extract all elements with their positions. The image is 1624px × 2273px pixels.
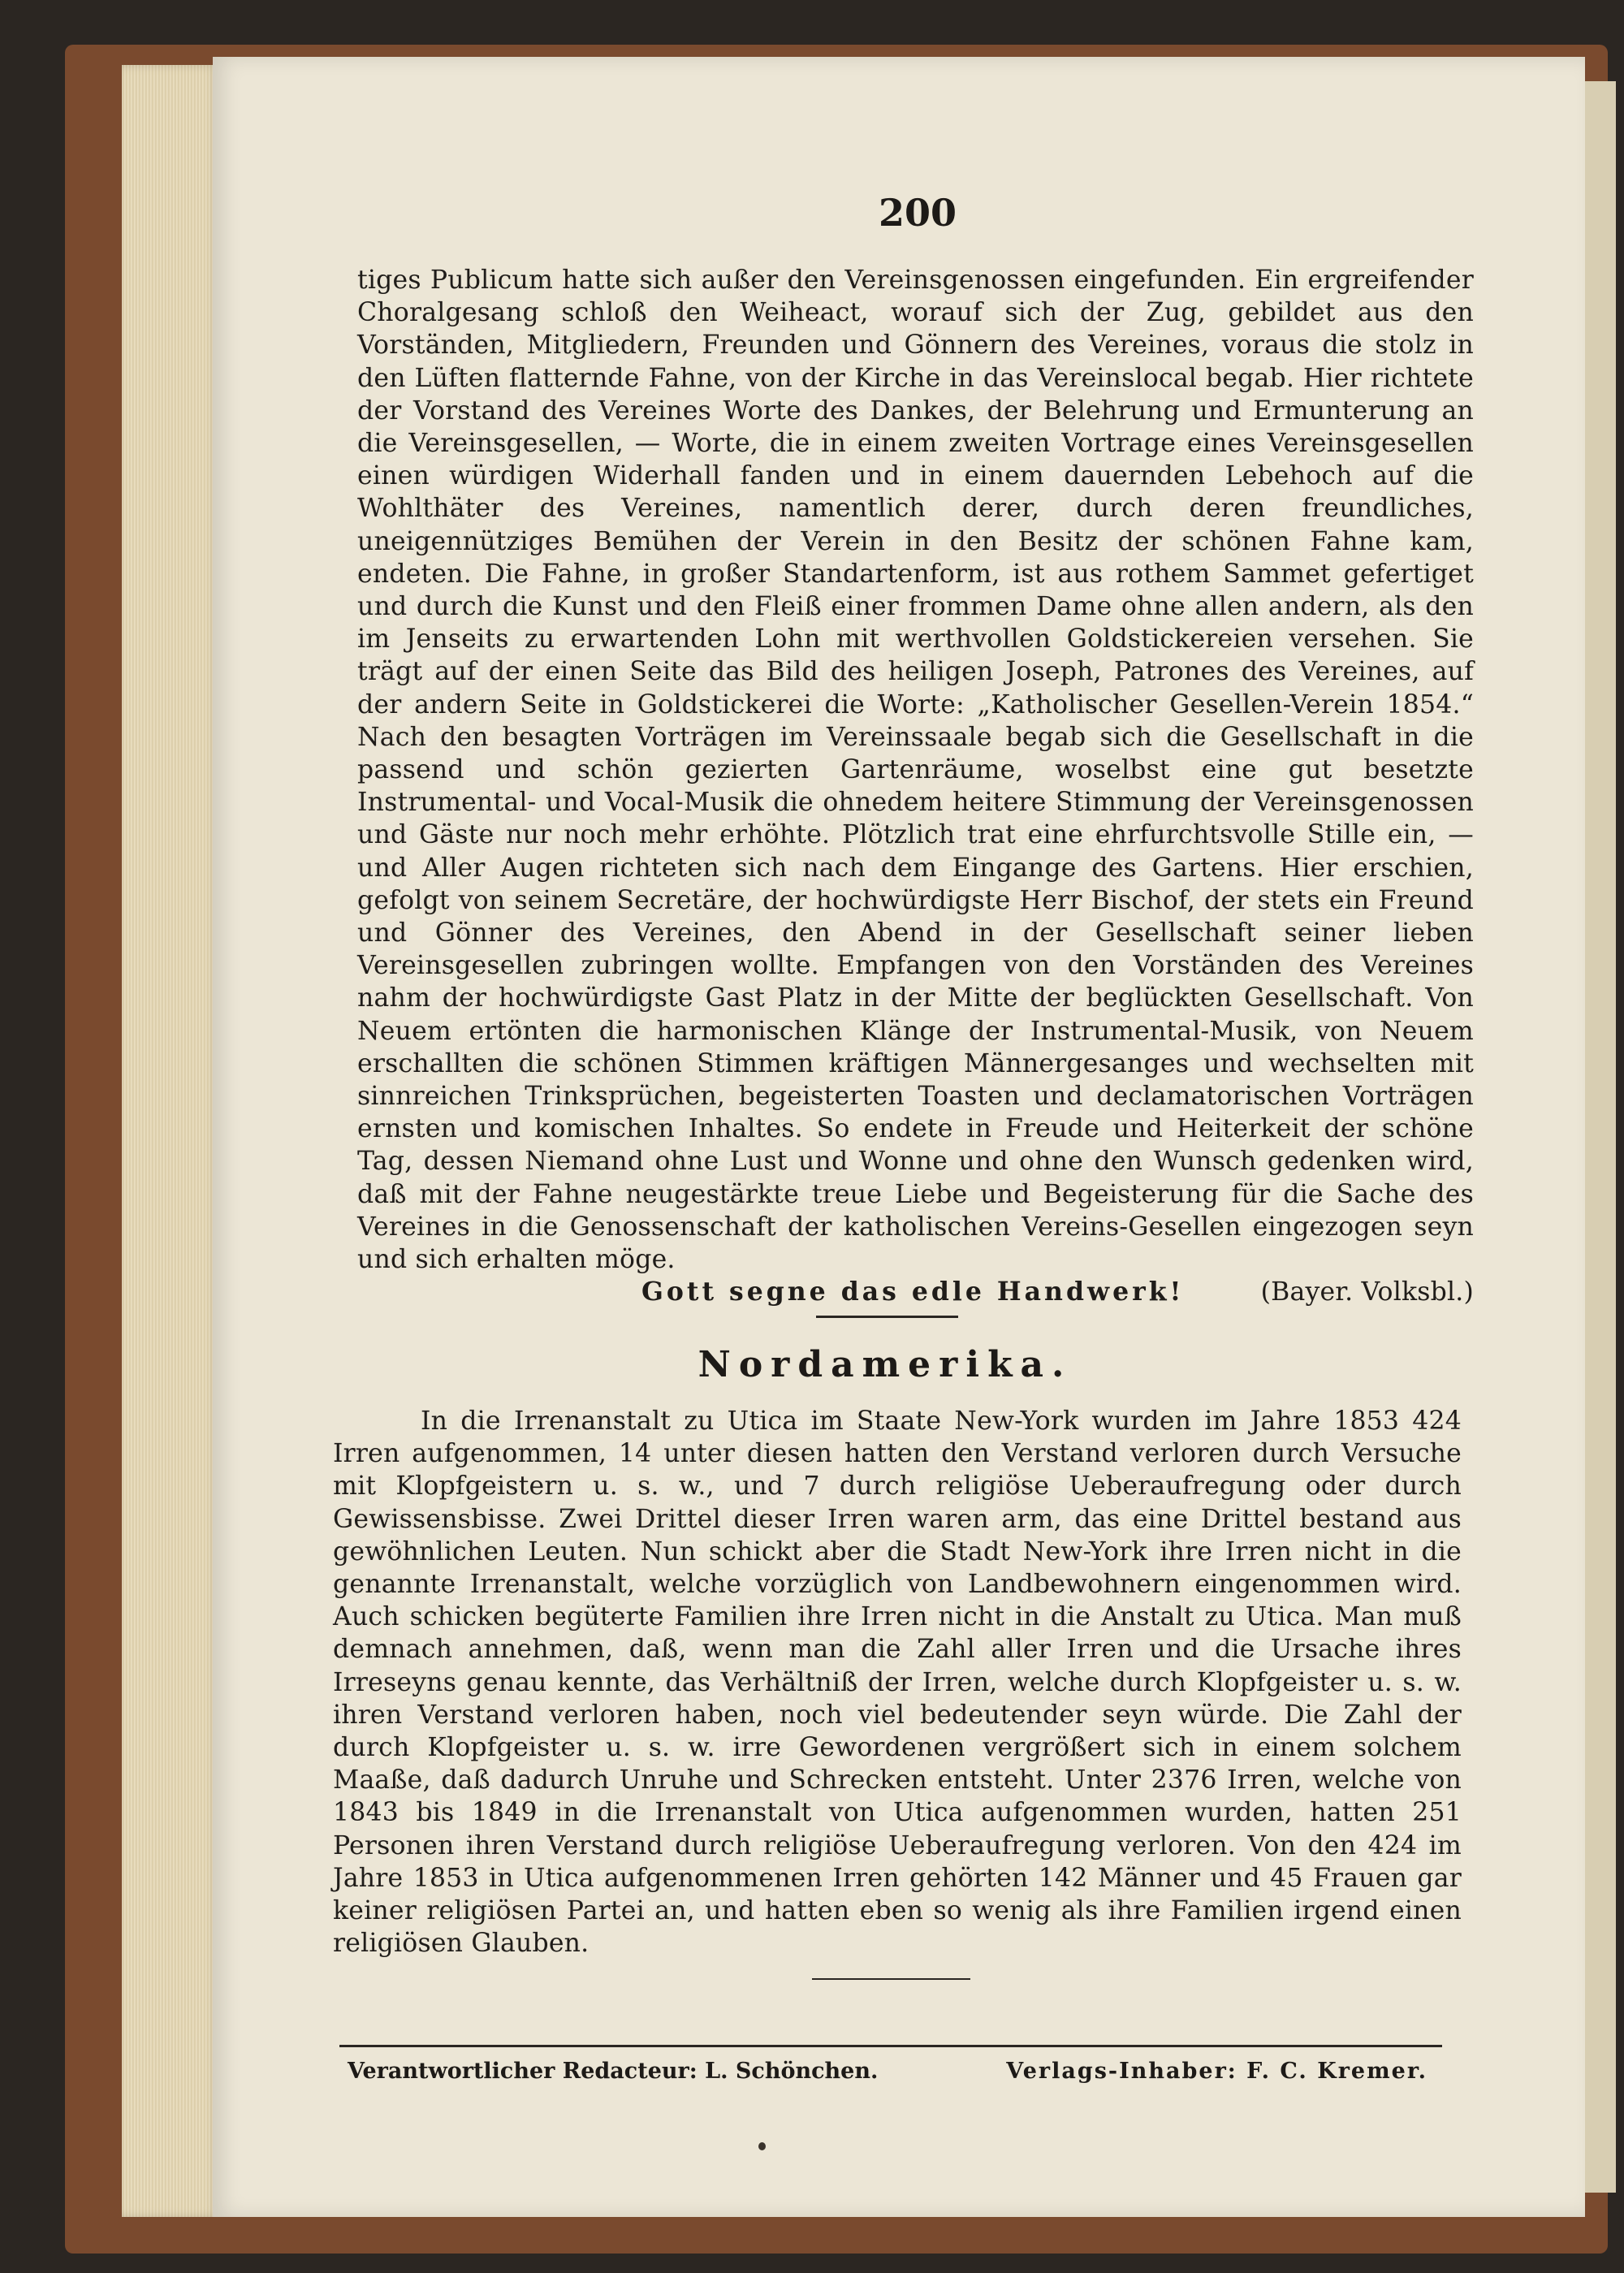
- article-vereinsfahne: [357, 264, 1474, 1309]
- publisher-imprint: Verlags-Inhaber: F. C. Kremer.: [1006, 2059, 1427, 2084]
- article-body: tiges Publicum hatte sich außer den Vereinsgenossen eingefunden. Ein ergreifender Choralgesang schloß den Weiheact, worauf sich der Zug, gebildet aus den Vorständen, Mitgliedern, Freunden und Gönnern des Vereines, voraus die stolz in den Lüften flatternde Fahne, von der Kirche in das Vereinslocal begab. Hier richtete der Vorstand des Vereines Worte des Dankes, der Belehrung und Ermunterung an die Vereinsgesellen, — Worte, die in einem zweiten Vortrage eines Vereinsgesellen einen würdigen Widerhall fanden und in einem dauernden Lebehoch auf die Wohlthäter des Vereines, namentlich derer, durch deren freundliches, uneigennütziges Bemühen der Verein in den Besitz der schönen Fahne kam, endeten. Die Fahne, in großer Standartenform, ist aus rothem Sammet gefertiget und durch die Kunst und den Fleiß einer frommen Dame ohne allen andern, als den im Jenseits zu erwartenden Lohn mit werthvollen Goldstickereien versehen. Sie trägt auf der einen Seite das Bild des heiligen Joseph, Patrones des Vereines, auf der andern Seite in Goldstickerei die Worte: „Katholischer Gesellen-Verein 1854.“ Nach den besagten Vorträgen im Vereinssaale begab sich die Gesellschaft in die passend und schön gezierten Gartenräume, woselbst eine gut besetzte Instrumental- und Vocal-Musik die ohnedem heitere Stimmung der Vereinsgenossen und Gäste nur noch mehr erhöhte. Plötzlich trat eine ehrfurchtsvolle Stille ein, — und Aller Augen richteten sich nach dem Eingange des Gartens. Hier erschien, gefolgt von seinem Secretäre, der hochwürdigste Herr Bischof, der stets ein Freund und Gönner des Vereines, den Abend in der Gesellschaft seiner lieben Vereinsgesellen zubringen wollte. Empfangen von den Vorständen des Vereines nahm der hochwürdigste Gast Platz in der Mitte der beglückten Gesellschaft. Von Neuem ertönten die harmonischen Klänge der Instrumental-Musik, von Neuem erschallten die schönen Stimmen kräftigen Männergesanges und wechselten mit sinnreichen Trinksprüchen, begeisterten Toasten und declamatorischen Vorträgen ernsten und komischen Inhaltes. So endete in Freude und Heiterkeit der schöne Tag, dessen Niemand ohne Lust und Wonne und ohne den Wunsch gedenken wird, daß mit der Fahne neugestärkte treue Liebe und Begeisterung für die Sache des Vereines in die Genossenschaft der katholischen Vereins-Gesellen eingezogen seyn und sich erhalten möge.: [357, 266, 1474, 1275]
- article-body: In die Irrenanstalt zu Utica im Staate New-York wurden im Jahre 1853 424 Irren aufgenommen, 14 unter diesen hatten den Verstand verloren durch Versuche mit Klopfgeistern u. s. w., und 7 durch religiöse Ueberaufregung oder durch Gewissensbisse. Zwei Drittel dieser Irren waren arm, das eine Drittel bestand aus gewöhnlichen Leuten. Nun schickt aber die Stadt New-York ihre Irren nicht in die genannte Irrenanstalt, welche vorzüglich von Landbewohnern eingenommen wird. Auch schicken begüterte Familien ihre Irren nicht in die Anstalt zu Utica. Man muß demnach annehmen, daß, wenn man die Zahl aller Irren und die Ursache ihres Irreseyns genau kennte, das Verhältniß der Irren, welche durch Klopfgeister u. s. w. ihren Verstand verloren haben, noch viel bedeutender seyn würde. Die Zahl der durch Klopfgeister u. s. w. irre Gewordenen vergrößert sich in einem solchem Maaße, daß dadurch Unruhe und Schrecken entsteht. Unter 2376 Irren, welche von 1843 bis 1849 in die Irrenanstalt von Utica aufgenommen wurden, hatten 251 Personen ihren Verstand durch religiöse Ueberaufregung verloren. Von den 424 im Jahre 1853 in Utica aufgenommenen Irren gehörten 142 Männer und 45 Frauen gar keiner religiösen Partei an, und hatten eben so wenig als ihre Familien irgend einen religiösen Glauben.: [333, 1407, 1462, 1959]
- footer-rule: [339, 2045, 1442, 2047]
- editor-imprint: Verantwortlicher Redacteur: L. Schönchen.: [348, 2059, 879, 2084]
- article-nordamerika: [333, 1405, 1462, 1960]
- ink-dot: [758, 2142, 766, 2150]
- end-divider: [812, 1978, 970, 1980]
- page-number: 200: [878, 191, 957, 235]
- motto: Gott segne das edle Handwerk!: [641, 1277, 1185, 1307]
- page-edges: [122, 65, 219, 2217]
- section-heading: Nordamerika.: [698, 1344, 1073, 1385]
- section-divider: [816, 1316, 958, 1318]
- motto-line: [357, 1276, 1474, 1308]
- source-citation: (Bayer. Volksbl.): [1260, 1277, 1474, 1307]
- next-page-edge: [1583, 81, 1616, 2193]
- imprint: [348, 2059, 1427, 2084]
